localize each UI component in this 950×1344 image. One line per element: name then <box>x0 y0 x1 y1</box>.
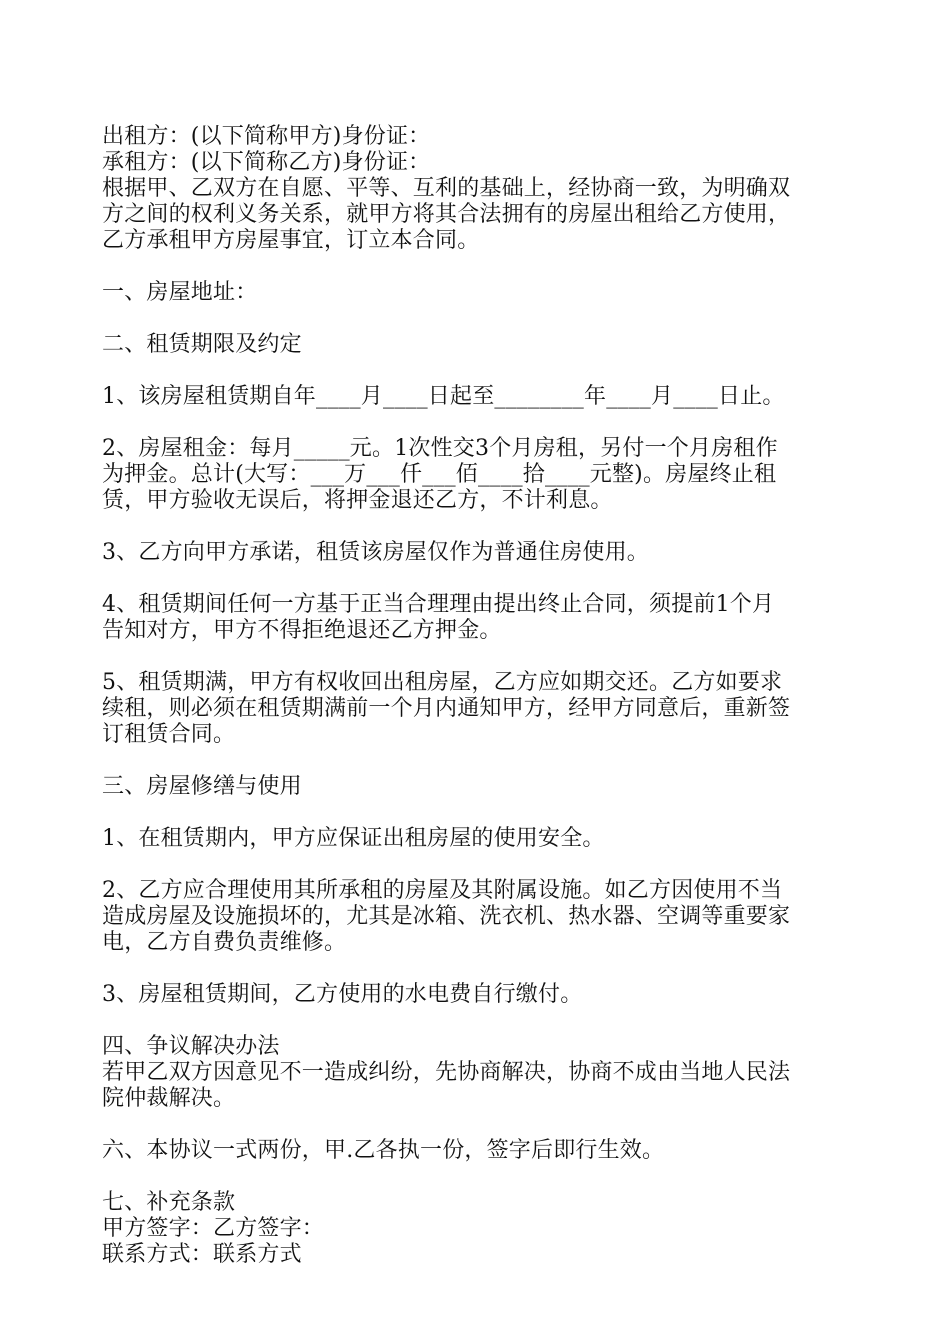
paragraph-gap <box>102 956 852 982</box>
text-line: 一、房屋地址： <box>102 280 258 305</box>
text-line: 三、房屋修缮与使用 <box>102 774 302 799</box>
text-line: 2、乙方应合理使用其所承租的房屋及其附属设施。如乙方因使用不当 <box>102 878 783 903</box>
paragraph-gap <box>102 410 852 436</box>
paragraph-gap <box>102 1112 852 1138</box>
text-line: 七、补充条款 <box>102 1190 236 1215</box>
paragraph-gap <box>102 852 852 878</box>
text-line: 出租方：(以下简称甲方)身份证： <box>102 124 431 149</box>
text-line: 四、争议解决办法 <box>102 1034 280 1059</box>
text-line: 5、租赁期满，甲方有权收回出租房屋，乙方应如期交还。乙方如要求 <box>102 670 783 695</box>
text-line: 根据甲、乙双方在自愿、平等、互利的基础上，经协商一致，为明确双 <box>102 176 791 201</box>
text-line: 方之间的权利义务关系，就甲方将其合法拥有的房屋出租给乙方使用， <box>102 202 791 227</box>
text-line: 3、房屋租赁期间，乙方使用的水电费自行缴付。 <box>102 982 583 1007</box>
text-line: 告知对方，甲方不得拒绝退还乙方押金。 <box>102 618 502 643</box>
text-line: 二、租赁期限及约定 <box>102 332 302 357</box>
text-line: 承租方：(以下简称乙方)身份证： <box>102 150 431 175</box>
text-line: 院仲裁解决。 <box>102 1086 236 1111</box>
paragraph-gap <box>102 306 852 332</box>
text-line: 电，乙方自费负责维修。 <box>102 930 347 955</box>
text-line: 造成房屋及设施损坏的，尤其是冰箱、洗衣机、热水器、空调等重要家 <box>102 904 791 929</box>
text-line: 3、乙方向甲方承诺，租赁该房屋仅作为普通住房使用。 <box>102 540 649 565</box>
paragraph-gap <box>102 1008 852 1034</box>
paragraph-gap <box>102 800 852 826</box>
text-line: 联系方式：联系方式 <box>102 1242 302 1267</box>
text-line: 六、本协议一式两份，甲.乙各执一份，签字后即行生效。 <box>102 1138 665 1163</box>
text-line: 乙方承租甲方房屋事宜，订立本合同。 <box>102 228 480 253</box>
paragraph-gap <box>102 1164 852 1190</box>
text-line: 赁，甲方验收无误后，将押金退还乙方，不计利息。 <box>102 488 613 513</box>
text-line: 1、在租赁期内，甲方应保证出租房屋的使用安全。 <box>102 826 605 851</box>
document-body <box>102 124 852 1268</box>
text-line: 甲方签字：乙方签字： <box>102 1216 325 1241</box>
text-line: 1、该房屋租赁期自年____月____日起至________年____月____日止。 <box>102 384 785 409</box>
text-line: 续租，则必须在租赁期满前一个月内通知甲方，经甲方同意后，重新签 <box>102 696 791 721</box>
paragraph-gap <box>102 514 852 540</box>
paragraph-gap <box>102 644 852 670</box>
text-line: 为押金。总计(大写：___万___仟___佰____拾____元整)。房屋终止租 <box>102 462 777 487</box>
text-line: 订租赁合同。 <box>102 722 236 747</box>
paragraph-gap <box>102 358 852 384</box>
paragraph-gap <box>102 566 852 592</box>
text-line: 若甲乙双方因意见不一造成纠纷，先协商解决，协商不成由当地人民法 <box>102 1060 791 1085</box>
paragraph-gap <box>102 254 852 280</box>
text-line: 4、租赁期间任何一方基于正当合理理由提出终止合同，须提前1个月 <box>102 592 775 617</box>
paragraph-gap <box>102 748 852 774</box>
text-line: 2、房屋租金：每月_____元。1次性交3个月房租，另付一个月房租作 <box>102 436 778 461</box>
